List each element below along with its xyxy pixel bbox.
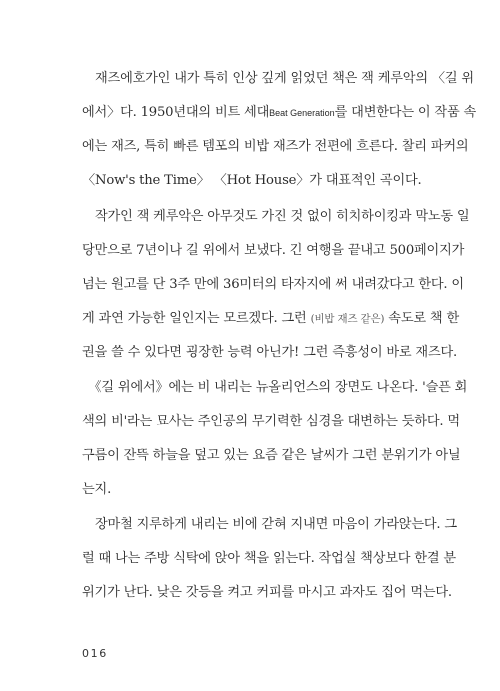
paragraph-4	[82, 508, 457, 610]
page-number: 016	[82, 647, 108, 660]
text-line	[82, 302, 459, 336]
text-line: 권을 쓸 수 있다면 굉장한 능력 아닌가! 그런 즉흥성이 바로 재즈다.	[82, 345, 458, 360]
text-segment: 를 대변한다는 이 작품 속	[334, 105, 477, 120]
text-line: 는지.	[82, 482, 112, 497]
text-line: 〈Now's the Time〉 〈Hot House〉가 대표적인 곡이다.	[82, 173, 422, 188]
paragraph-3	[82, 371, 468, 507]
paragraph-1	[82, 62, 477, 198]
text-line: 위기가 난다. 낮은 갓등을 켜고 커피를 마시고 과자도 집어 먹는다.	[82, 585, 452, 600]
text-line	[82, 96, 477, 130]
text-segment: 에서〉다. 1950년대의 비트 세대	[82, 105, 270, 120]
text-segment: 속도로 책 한	[384, 311, 459, 326]
text-line: 장마철 지루하게 내리는 비에 갇혀 지내면 마음이 가라앉는다. 그	[82, 517, 457, 532]
text-line: 당만으로 7년이나 길 위에서 보냈다. 긴 여행을 끝내고 500페이지가	[82, 243, 465, 258]
text-line: 색의 비'라는 묘사는 주인공의 무기력한 심경을 대변하는 듯하다. 먹	[82, 414, 460, 429]
text-line: 럴 때 나는 주방 식탁에 앉아 책을 읽는다. 작업실 책상보다 한결 분	[82, 551, 456, 566]
text-line: 구름이 잔뜩 하늘을 덮고 있는 요즘 같은 날씨가 그런 분위기가 아닐	[82, 448, 461, 463]
text-line: 넘는 원고를 단 3주 만에 36미터의 타자지에 써 내려갔다고 한다. 이	[82, 277, 464, 292]
text-segment: 게 과연 가능한 일인지는 모르겠다. 그런	[82, 311, 311, 326]
paragraph-2	[82, 200, 470, 370]
text-line: 재즈에호가인 내가 특히 인상 깊게 읽었던 책은 잭 케루악의 〈길 위	[82, 71, 474, 86]
text-line: 에는 재즈, 특히 빠른 템포의 비밥 재즈가 전편에 흐른다. 찰리 파커의	[82, 139, 469, 154]
text-line: 작가인 잭 케루악은 아무것도 가진 것 없이 히치하이킹과 막노동 일	[82, 209, 470, 224]
beat-generation-note: Beat Generation	[269, 108, 335, 118]
bebop-note: (비밥 재즈 같은)	[310, 313, 385, 325]
text-line: 《길 위에서》에는 비 내리는 뉴올리언스의 장면도 나온다. '슬픈 회	[82, 380, 468, 395]
